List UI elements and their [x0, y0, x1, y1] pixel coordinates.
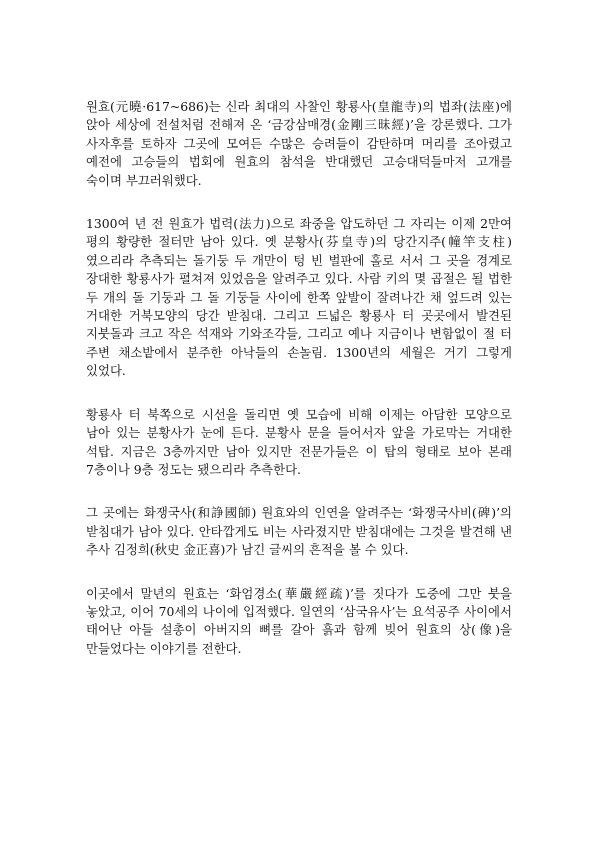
paragraph-3: 황룡사 터 북쪽으로 시선을 돌리면 옛 모습에 비해 이제는 아담한 모양으로 남아 있는 분황사가 눈에 든다. 분황사 문을 들어서자 앞을 가로막는 거대한 석탑. 지금은 3층까지만 남아 있지만 전문가들은 이 탑의 형태로 보아 본래 7층이나 9층 정도는 됐으리라 추측한다. — [86, 406, 512, 477]
paragraph-4: 그 곳에는 화쟁국사(和諍國師) 원효와의 인연을 알려주는 ‘화쟁국사비(碑)’의 받침대가 남아 있다. 안타깝게도 비는 사라졌지만 받침대에는 그것을 발견해 낸 추사 김정희(秋史 金正喜)가 남긴 글씨의 흔적을 볼 수 있다. — [86, 505, 512, 558]
paragraph-2: 1300여 년 전 원효가 법력(法力)으로 좌중을 압도하던 그 자리는 이제 2만여 평의 황량한 절터만 남아 있다. 옛 분황사(芬皇寺)의 당간지주(幢竿支柱)였으리라 추측되는 돌기둥 두 개만이 텅 빈 벌판에 홀로 서서 그 곳을 경계로 장대한 황룡사가 펼쳐져 있었음을 알려주고 있다. 사람 키의 몇 곱절은 될 법한 두 개의 돌 기둥과 그 돌 기둥들 사이에 한쪽 앞발이 잘려나간 채 엎드려 있는 거대한 거북모양의 당간 받침대. 그리고 드넓은 황룡사 터 곳곳에서 발견된 지붓돌과 크고 작은 석재와 기와조각들, 그리고 예나 지금이나 변함없이 절 터 주변 채소밭에서 분주한 아낙들의 손놀림. 1300년의 세월은 거기 그렇게 있었다. — [86, 216, 512, 379]
paragraph-1: 원효(元曉·617~686)는 신라 최대의 사찰인 황룡사(皇龍寺)의 법좌(法座)에 앉아 세상에 전설처럼 전해져 온 ‘금강삼매경(金剛三昧經)’을 강론했다. 그가 사자후를 토하자 그곳에 모여든 수많은 승려들이 감탄하며 머리를 조아렸고 예전에 고승들의 법회에 원효의 참석을 반대했던 고승대덕들마저 고개를 숙이며 부끄러워했다. — [86, 99, 512, 188]
article-body — [86, 98, 512, 683]
paragraph-5: 이곳에서 말년의 원효는 ‘화엄경소(華嚴經疏)’를 짓다가 도중에 그만 붓을 놓았고, 이어 70세의 나이에 입적했다. 일연의 ‘삼국유사’는 요석공주 사이에서 태어난 아들 설총이 아버지의 뼈를 갈아 흙과 함께 빚어 원효의 상(像)을 만들었다는 이야기를 전한다. — [86, 585, 512, 656]
